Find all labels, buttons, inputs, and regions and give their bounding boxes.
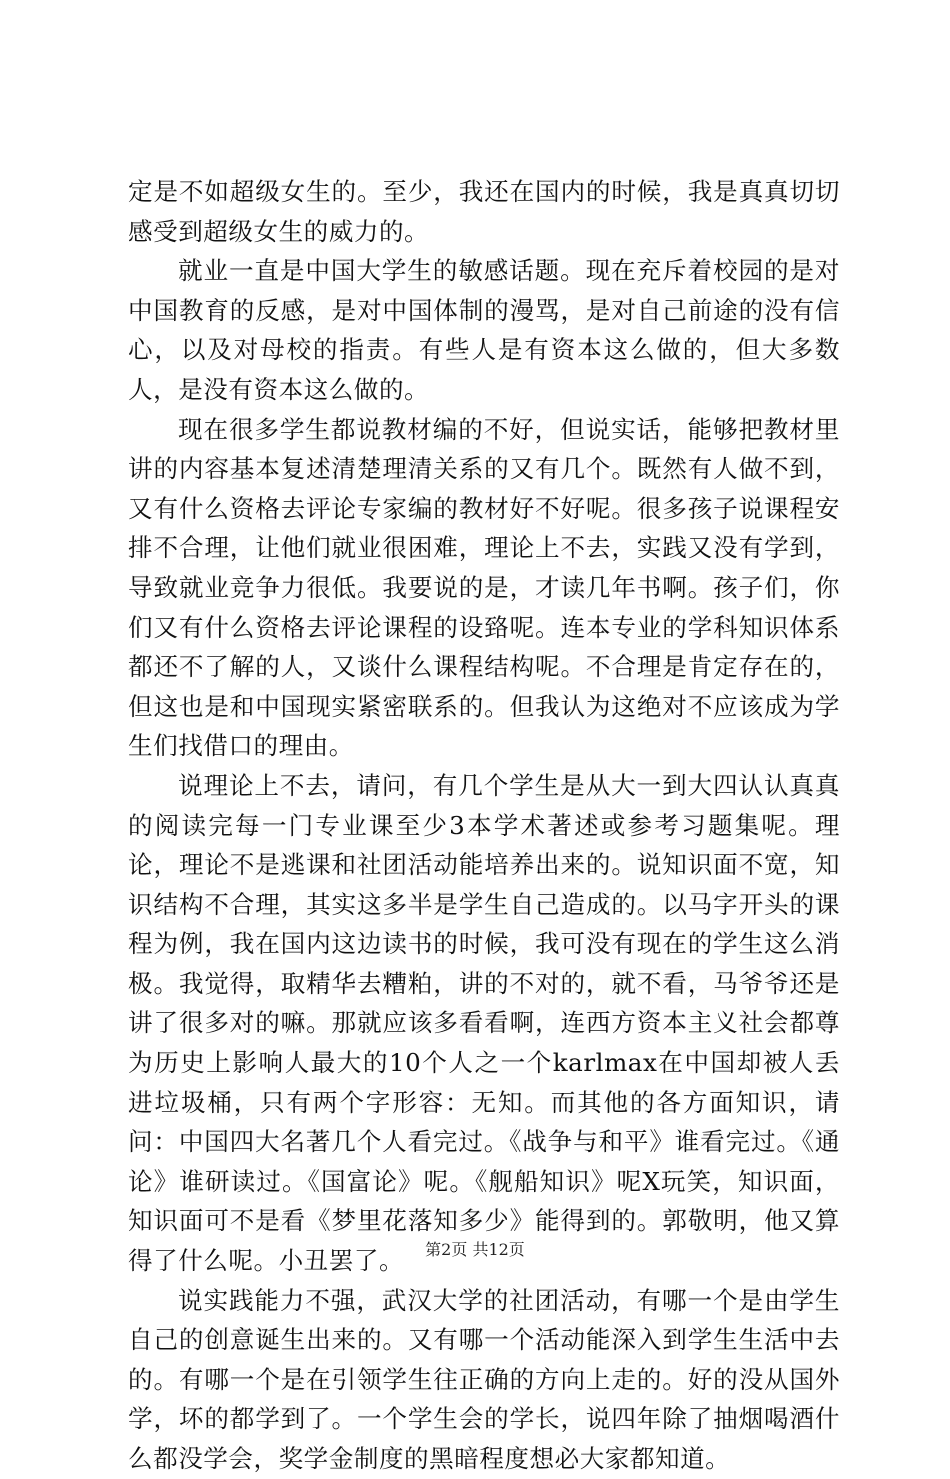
page-number-footer: 第2页 共12页 (425, 1240, 525, 1259)
paragraph-4: 说理论上不去，请问，有几个学生是从大一到大四认认真真的阅读完每一门专业课至少3本学术著述或参考习题集呢。理论，理论不是逃课和社团活动能培养出来的。说知识面不宽，知识结构不合理，其实这多半是学生自己造成的。以马字开头的课程为例，我在国内这边读书的时候，我可没有现在的学生这么消极。我觉得，取精华去糟粕，讲的不对的，就不看，马爷爷还是讲了很多对的嘛。那就应该多看看啊，连西方资本主义社会都尊为历史上影响人最大的10个人之一个karlmax在中国却被人丢进垃圾桶，只有两个字形容：无知。而其他的各方面知识，请问：中国四大名著几个人看完过。《战争与和平》谁看完过。《通论》谁研读过。《国富论》呢。《舰船知识》呢X玩笑，知识面，知识面可不是看《梦里花落知多少》能得到的。郭敬明，他又算得了什么呢。小丑罢了。 (128, 770, 840, 1276)
paragraph-3: 现在很多学生都说教材编的不好，但说实话，能够把教材里讲的内容基本复述清楚理清关系的又有几个。既然有人做不到，又有什么资格去评论专家编的教材好不好呢。很多孩子说课程安排不合理，让他们就业很困难，理论上不去，实践又没有学到，导致就业竞争力很低。我要说的是，才读几年书啊。孩子们，你们又有什么资格去评论课程的设臵呢。连本专业的学科知识体系都还不了解的人，又谈什么课程结构呢。不合理是肯定存在的，但这也是和中国现实紧密联系的。但我认为这绝对不应该成为学生们找借口的理由。 (128, 414, 840, 761)
document-body (128, 172, 840, 1479)
paragraph-1: 定是不如超级女生的。至少，我还在国内的时候，我是真真切切感受到超级女生的威力的。 (128, 177, 840, 246)
paragraph-5: 说实践能力不强，武汉大学的社团活动，有哪一个是由学生自己的创意诞生出来的。又有哪一个活动能深入到学生生活中去的。有哪一个是在引领学生往正确的方向上走的。好的没从国外学，坏的都学到了。一个学生会的学长，说四年除了抽烟喝酒什么都没学会，奖学金制度的黑暗程度想必大家都知道。 (128, 1285, 840, 1473)
paragraph-2: 就业一直是中国大学生的敏感话题。现在充斥着校园的是对中国教育的反感，是对中国体制的漫骂，是对自己前途的没有信心，以及对母校的指责。有些人是有资本这么做的，但大多数人，是没有资本这么做的。 (128, 256, 840, 404)
